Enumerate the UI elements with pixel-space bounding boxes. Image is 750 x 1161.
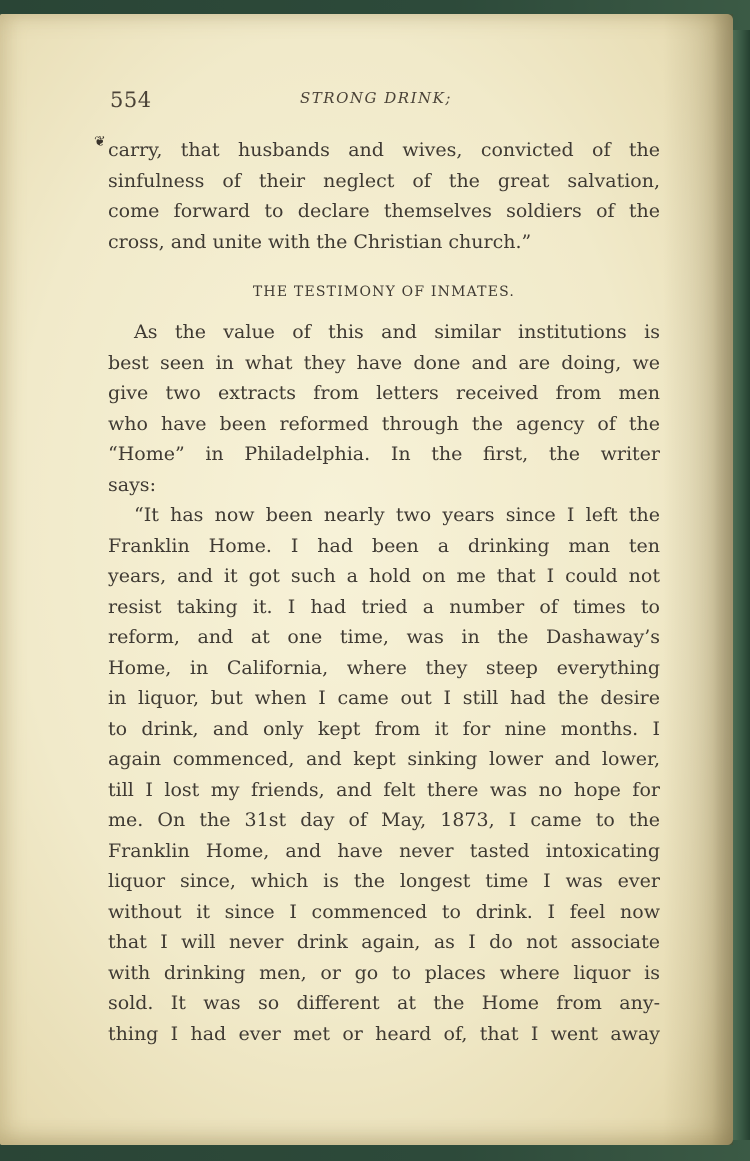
text-line: Franklin Home, and have never tasted intoxicating (108, 839, 660, 862)
opening-paragraph (108, 135, 660, 257)
text-line: thing I had ever met or heard of, that I went away (108, 1022, 660, 1045)
text-line: cross, and unite with the Christian church.” (108, 230, 532, 253)
text-line: Home, in California, where they steep everything (108, 656, 660, 679)
page-shading (663, 14, 733, 1145)
section-heading: THE TESTIMONY OF INMATES. (252, 284, 516, 300)
margin-mark-icon: ❦ (94, 134, 106, 150)
text-line: till I lost my friends, and felt there was no hope for (108, 778, 660, 801)
text-line: “It has now been nearly two years since I left the (134, 504, 660, 526)
text-line: best seen in what they have done and are doing, we (108, 351, 660, 374)
text-line: carry, that husbands and wives, convicted of the (108, 139, 660, 161)
text-line: me. On the 31st day of May, 1873, I came to the (108, 809, 660, 831)
running-head: STRONG DRINK; (300, 89, 452, 107)
text-line: “Home” in Philadelphia. In the first, the writer (108, 443, 660, 465)
text-line: give two extracts from letters received from men (108, 382, 660, 404)
text-line: sold. It was so different at the Home from any- (108, 992, 660, 1014)
text-line: reform, and at one time, was in the Dashaway’s (108, 626, 660, 648)
text-line: to drink, and only kept from it for nine months. I (108, 717, 660, 740)
text-line: who have been reformed through the agency of the (108, 412, 660, 435)
text-line: come forward to declare themselves soldiers of the (108, 200, 660, 222)
text-line: that I will never drink again, as I do not associate (108, 931, 660, 953)
text-line: sinfulness of their neglect of the great salvation, (108, 169, 660, 192)
text-line: resist taking it. I had tried a number of times to (108, 595, 660, 618)
text-line: As the value of this and similar institutions is (134, 321, 660, 343)
text-line: liquor since, which is the longest time I was ever (108, 870, 660, 892)
letter-paragraph (108, 500, 660, 1049)
book-cover-edge (732, 30, 750, 1140)
text-line: Franklin Home. I had been a drinking man ten (108, 534, 660, 557)
page-number: 554 (110, 88, 152, 112)
text-line: again commenced, and kept sinking lower and lower, (108, 748, 660, 770)
text-line: years, and it got such a hold on me that I could not (108, 565, 660, 587)
text-line: without it since I commenced to drink. I feel now (108, 900, 660, 923)
page-header (110, 88, 660, 118)
text-line: says: (108, 473, 156, 496)
text-line: with drinking men, or go to places where liquor is (108, 961, 660, 984)
text-line: in liquor, but when I came out I still had the desire (108, 687, 660, 709)
intro-paragraph (108, 317, 660, 500)
